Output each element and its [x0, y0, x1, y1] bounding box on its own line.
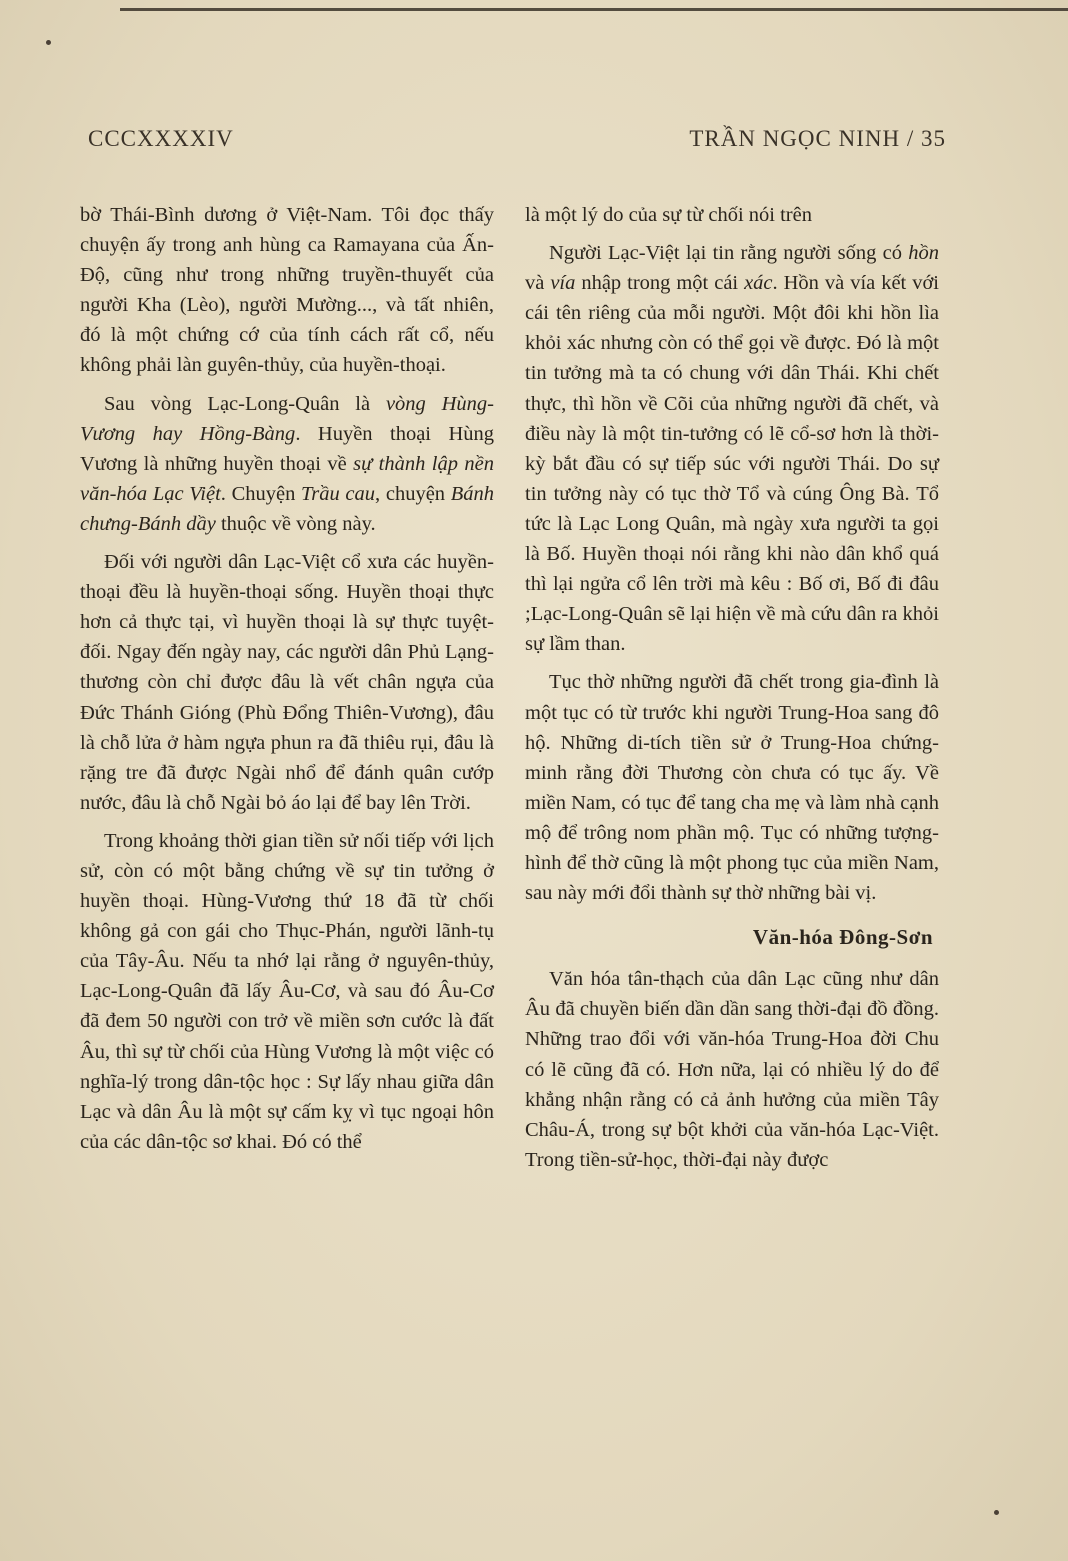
running-header-right: TRẦN NGỌC NINH / 35 [689, 126, 946, 151]
text-run: . Hồn và vía kết với cái tên riêng của mỗi người. Một đôi khi hồn lìa khỏi xác nhưng còn có thể gọi về được. Đó là một tin tưởng mà ta có chung với dân Thái. Khi chết thực, thì hồn về Cõi của những người đã chết, và điều này là một tin-tưởng có lẽ cổ-sơ hơn là thời-kỳ bắt đầu có sự tiếp súc với người Thái. Do sự tin tưởng này có tục thờ Tổ và cúng Ông Bà. Tổ tức là Lạc Long Quân, mà ngày xưa người ta gọi là Bố. Huyền thoại nói rằng khi nào dân khổ quá thì lại ngửa cổ lên trời mà kêu : Bố ơi, Bố đi đâu ;Lạc-Long-Quân sẽ lại hiện về mà cứu dân ra khỏi sự lầm than. [525, 272, 939, 656]
italic-run: Trầu cau [301, 482, 376, 505]
left-column [80, 200, 494, 1165]
ink-speck [994, 1510, 999, 1515]
text-run: . Huyền thoại Hùng Vương là những huyền thoại về [80, 422, 494, 475]
section-heading: Văn-hóa Đông-Sơn [752, 925, 933, 950]
italic-run: Bánh chưng-Bánh dầy [80, 482, 494, 535]
right-column [525, 200, 939, 1183]
italic-run: vía [550, 272, 576, 295]
paragraph: Tục thờ những người đã chết trong gia-đình là một tục có từ trước khi người Trung-Hoa sang đô hộ. Những di-tích tiền sử ở Trung-Hoa chứng-minh rằng đời Thương còn chưa có tục ấy. Về miền Nam, có tục để tang cha mẹ và làm nhà cạnh mộ để trông nom phần mộ. Tục có những tượng-hình để thờ cũng là một phong tục của miền Nam, sau này mới đổi thành sự thờ những bài vị. [525, 671, 939, 905]
paragraph [525, 238, 939, 659]
top-rule [120, 8, 1068, 11]
italic-run: sự thành lập nền văn-hóa Lạc Việt [80, 452, 494, 505]
italic-run: vòng Hùng-Vương hay Hồng-Bàng [80, 392, 495, 445]
paragraph: Trong khoảng thời gian tiền sử nối tiếp với lịch sử, còn có một bằng chứng về sự tin tưởng ở huyền thoại. Hùng-Vương thứ 18 đã từ chối không gả con gái cho Thục-Phán, người lãnh-tụ của Tây-Âu. Nếu ta nhớ lại rằng ở nguyên-thủy, Lạc-Long-Quân đã lấy Âu-Cơ, và sau đó Âu-Cơ đã đem 50 người con trở về miền sơn cước là đất Âu, thì sự từ chối của Hùng Vương là một việc có nghĩa-lý trong dân-tộc học : Sự lấy nhau giữa dân Lạc và dân Âu là một sự cấm kỵ vì tục ngoại hôn của các dân-tộc sơ khai. Đó có thể [80, 829, 494, 1153]
paragraph: bờ Thái-Bình dương ở Việt-Nam. Tôi đọc thấy chuyện ấy trong anh hùng ca Ramayana của Ấn-Độ, cũng như trong những truyền-thuyết của người Kha (Lèo), người Mường..., và tất nhiên, đó là một chứng cớ của tính cách rất cổ, nếu không phải làn guyên-thủy, của huyền-thoại. [80, 204, 494, 377]
paragraph [80, 389, 494, 539]
paragraph: Đối với người dân Lạc-Việt cổ xưa các huyền-thoại đều là huyền-thoại sống. Huyền thoại thực hơn cả thực tại, vì huyền thoại là sự thực tuyệt-đối. Ngay đến ngày nay, các người dân Phủ Lạng-thương còn chỉ được đâu là vết chân ngựa của Đức Thánh Gióng (Phù Đổng Thiên-Vương), đâu là chỗ lửa ở hàm ngựa phun ra đã thiêu rụi, đâu là rặng tre đã được Ngài nhổ để đánh quân cướp nước, đâu là chỗ Ngài bỏ áo lại để bay lên Trời. [80, 551, 494, 814]
running-header-left: CCCXXXXIV [88, 126, 234, 151]
text-run: và [525, 272, 551, 295]
text-run: Sau vòng Lạc-Long-Quân là [104, 392, 386, 415]
italic-run: hồn [908, 242, 939, 265]
paragraph: Văn hóa tân-thạch của dân Lạc cũng như dân Âu đã chuyền biến dần dần sang thời-đại đồ đồng. Những trao đổi với văn-hóa Trung-Hoa đời Chu có lẽ cũng đã có. Hơn nữa, lại có nhiều lý do để khẳng nhận rằng có cả ảnh hưởng của miền Tây Châu-Á, trong sự bột khởi của văn-hóa Lạc-Việt. Trong tiền-sử-học, thời-đại này được [525, 968, 939, 1171]
text-run: Người Lạc-Việt lại tin rằng người sống có [549, 242, 909, 265]
text-run: thuộc về vòng này. [215, 512, 376, 535]
text-run: nhập trong một cái [575, 272, 745, 295]
italic-run: xác [744, 272, 773, 295]
text-run: . Chuyện [220, 482, 302, 505]
ink-speck [46, 40, 51, 45]
text-run: , chuyện [375, 482, 451, 505]
paragraph: là một lý do của sự từ chối nói trên [525, 204, 812, 226]
